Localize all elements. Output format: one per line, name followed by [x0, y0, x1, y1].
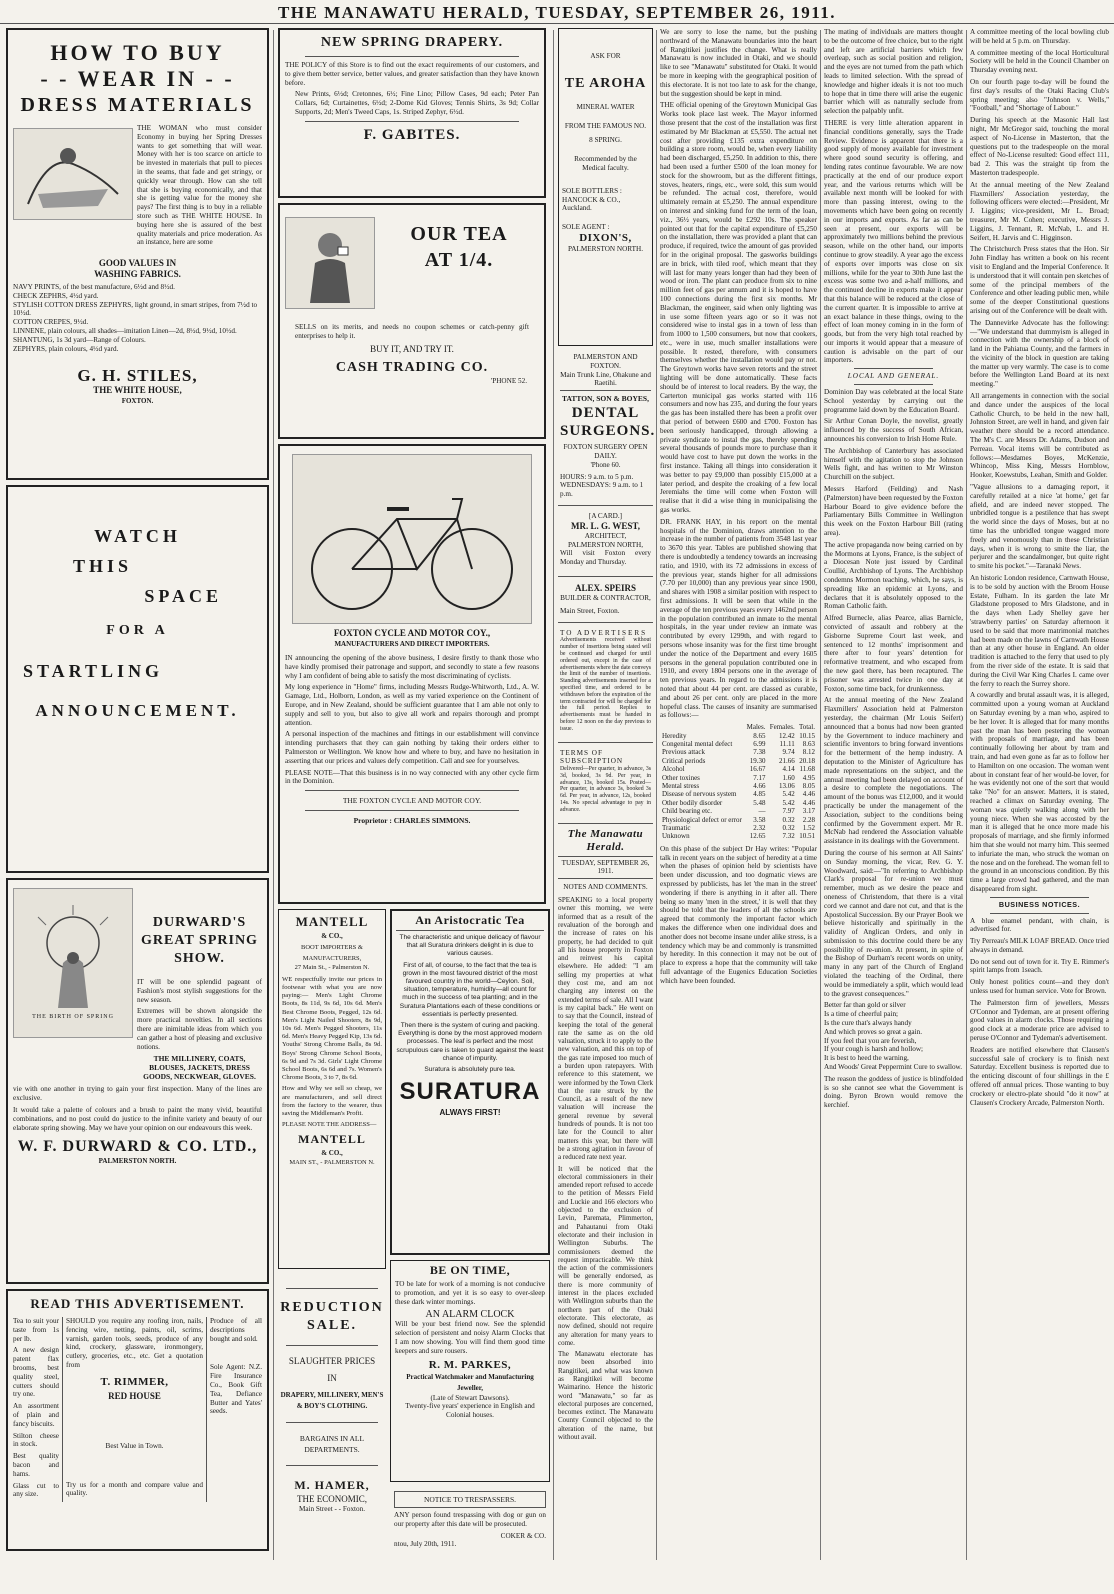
firm-town: FOXTON.: [121, 397, 154, 406]
table-row: Congenital mental defect 6.99 11.11 8.63: [662, 739, 815, 748]
article-paragraph: Sir Arthur Conan Doyle, the novelist, greatly influenced by the success of South African, announces his conversion to Irish Home Rule.: [824, 417, 963, 444]
section-heading: NOTES AND COMMENTS.: [563, 883, 648, 892]
tea-drinker-illustration: [285, 217, 375, 309]
durward-ad: [6, 878, 269, 1284]
column-rule: [553, 30, 554, 1560]
firm-name: MANTELL: [295, 914, 369, 929]
article-paragraph: An historic London residence, Carnwath House, is to be sold by auction with the Broom House Estate, Fulham. In its garden the late Mr Gladstone proposed to Mrs Gladstone, and in the days when Lady Shelley gave her 'strawberry parties' on Saturday afternoon it used to be said that more matrimonial matches had been made on the lawns of Carnwath House than at any other house in England. An older tradition is attached to the ferry that used to ply from the river side of the estate. It is said that during the Civil War King Charles I. came over the ferry to reach the Surrey shore.: [970, 574, 1109, 688]
article-paragraph: During his speech at the Masonic Hall last night, Mr McGregor said, touching the moral aspect of No-License in Masterton, that the questions put to the tradespeople on the moral effect of No-License resulted: Good effect 111, bad 2. This was the straight tip from the Masterton tradespeople.: [970, 116, 1109, 177]
article-paragraph: We are sorry to lose the name, but the pushing northward of the Manawatu boundaries into the heart of Rangitikei justifies the change. What is really Manawatu is now included in Otaki, and we should like to see "Manawatu" substituted for Otaki. It would be more in keeping with the geographical position of this electorate. It is not too late to ask for the change, but the suggestion should be kept in mind.: [660, 28, 817, 98]
ad-title: BE ON TIME,: [429, 1263, 511, 1277]
ad-body: PLEASE NOTE—That this business is in no way connected with any other cycle firm in the Dominion.: [285, 768, 539, 786]
ad-body: Recommended by the Medical faculty.: [574, 155, 637, 172]
rimmer-right-list: [210, 1317, 262, 1502]
ad-subtitle: FROM THE FAMOUS NO.: [564, 121, 647, 130]
watch-text: STARTLING: [23, 661, 164, 681]
business-notice: Try Perreau's MILK LOAF BREAD. Once tried always in demand.: [970, 937, 1109, 954]
article-paragraph: The Dannevirke Advocate has the following:—"We understand that dummyism is alleged in connection with the ownership of a block of land in the Pahiatua County, and the farmers in the vicinity of the block in question are taking the matter up very warmly. The case is to come before the Wellington Land Board at its next meeting.": [970, 318, 1109, 389]
firm-suffix: & CO.,: [321, 932, 343, 940]
ad-tagline: ALWAYS FIRST!: [439, 1108, 501, 1118]
speirs-card: [558, 581, 653, 618]
ad-title: FOXTON CYCLE AND MOTOR COY.,: [333, 628, 491, 638]
ad-subtitle: IN: [327, 1373, 337, 1383]
firm-note: (Late of Stewart Dawsons).: [430, 1393, 510, 1402]
subscription-notice: [558, 747, 653, 819]
rimmer-ad: [6, 1289, 269, 1551]
ad-title: SALE.: [306, 1318, 358, 1333]
ad-body: Try us for a month and compare value and quality.: [66, 1480, 203, 1498]
parkes-ad: [390, 1260, 550, 1482]
table-row: Mental stress 4.66 13.06 8.05: [662, 782, 815, 790]
table-row: Other bodily disorder 5.48 5.42 4.46: [662, 798, 815, 807]
firm-name: COKER & CO.: [500, 1531, 546, 1540]
table-row: Disease of nervous system 4.85 5.42 4.46: [662, 790, 815, 799]
address: Main Street, Foxton.: [560, 606, 620, 615]
article-paragraph: "Vague allusions to a damaging report, it carefully retailed at a nice 'at home,' get far afield, and are indeed never stopped. The unbridled tongue is a pestilence that has swept the world since the days of Moses, but at no time has the unbridled tongue wagged more freely and venomously than in these Christian days, when it is wrong to smite the liar, the perjurer and the scandalmonger, but quite right to smite his pocket."—Taranaki News.: [970, 483, 1109, 571]
table-header: Females.: [769, 723, 795, 732]
table-row: Physiological defect or error 3.58 0.32 2.28: [662, 815, 815, 824]
phone-number: 'PHONE 52.: [490, 376, 527, 385]
article-paragraph: All arrangements in connection with the social and dance under the auspices of the local Catholic Church, to be held in the new hall, Johnston Street, are well in hand, and given fair weather there should be a record attendance. The M's C. are Messrs Dr. Adams, Dudson and Perreau. Vocal items will be contributed as follows:—Mesdames Boyes, McKenzie, Whincop, Miss King, Messrs Hornblow, Hooker, Koewstubs, Leahan, Smith and Golder.: [970, 392, 1109, 480]
article-paragraph: At the annual meeting of the New Zealand Flaxmillers' Association held at Palmerston yesterday, the chairman (Mr Louis Seifert) announced that a bonus had now been granted by the Government to induce machinery and scientific inventors to bring forward inventions for the betterment of the hemp industry. A deputation to the Minister of Agriculture has made representations on the subject, and the annual meeting had been delayed on account of a desire to complete the negotiations. The amount of the bonus was £12,000, and it would practically be under the management of the Association, subject to the conditions being confirmed by the Government expert. Mr R. McNab had rendered the Association valuable assistance in its dealings with the Government.: [824, 696, 963, 846]
list-item: LINNENE, plain colours, all shades—imitation Linen—2d, 8½d, 9½d, 10½d.: [13, 326, 237, 335]
business-notice: Do not send out of town for it. Try E. Rimmer's spirit lamps from 1seach.: [970, 957, 1109, 975]
table-row: Unknown 12.65 7.32 10.51: [662, 832, 815, 841]
list-item: Stilton cheese in stock.: [13, 1431, 59, 1449]
article-paragraph: The Archbishop of Canterbury has associated himself with the agitation to stop the Johnson Wells fight, and has written to Mr Winston Churchill on the subject.: [824, 446, 963, 482]
ad-body: New Prints, 6½d; Cretonnes, 6½; Fine Lino; Pillow Cases, 9d each; Peter Pan Collars, 6d; Curtainettes, 6½d; 2-Dome Kid Gloves; Tennis Shirts, 3s 9d; Collar Supports, 2d; Men's Tweed Caps, 1s. Striped Zephyr, 6½d.: [295, 90, 539, 116]
ad-label: SOLE AGENT :: [562, 223, 610, 232]
list-item: Tea to suit your taste from 1s per lb.: [13, 1317, 59, 1343]
table-header: Total.: [798, 723, 815, 732]
list-item: ZEPHYRS, plain colours, 4½d yard.: [13, 344, 119, 353]
poem: Better far than gold or silver Is a time of cheerful pain; Is the cure that's always handy And which proves so great a gain. If you feel that you are feverish, If your cough is harsh and hollow; It is best to heed the warning, And Woods' Great Peppermint Cure to swallow.: [824, 1001, 963, 1072]
firm-town: PALMERSTON NORTH.: [98, 1157, 177, 1166]
editorial: [558, 828, 653, 1442]
article-paragraph: The Manawatu electorate has now been absorbed into Rangitikei, and what was known as Rangitikei will become Waimarino. Hence the historic word "Manawatu," so far as electoral purposes are concerned, becomes extinct. The Manawatu County Council objected to the alteration of the name, but without avail.: [558, 1350, 653, 1442]
column-rule: [656, 30, 657, 1560]
hamer-ad: [278, 1274, 386, 1594]
list-item: An assortment of plain and fancy biscuits.: [13, 1402, 59, 1428]
ad-subhead: GOOD VALUES IN: [98, 258, 177, 268]
ad-title: OUR TEA: [410, 223, 508, 245]
article-paragraph: On this phase of the subject Dr Hay writes: "Popular talk in recent years on the subject of heredity at a time when the phases of opinion held by scientists have been under discussion, and too dogmatic views are expressed by publicists, has let 'the man in the street' wondering if there is anything in it after all. There being so many 'men in the street,' it is well that they should be told that the leaders of all the schools are agreed that commonly the important factor which makes the difference when one individual does and another does not become insane under alike stress, is a tendency which may be and commonly is transmitted by heredity. In this connection it may not be out of place to express a hope that the community will take full advantage of the Eugenics Education Societies which have been founded.: [660, 844, 817, 985]
firm-subtitle: Practical Watchmaker and Manufacturing Jeweller,: [406, 1372, 534, 1392]
firm-name: DIXON'S,: [579, 231, 632, 244]
watch-text: ANNOUNCEMENT.: [35, 701, 240, 720]
ad-subtitle: BOOT IMPORTERS & MANUFACTURERS,: [301, 944, 363, 962]
firm-name: CASH TRADING CO.: [335, 359, 489, 375]
ad-subtitle: BARGAINS IN ALL DEPARTMENTS.: [299, 1434, 365, 1454]
article-paragraph: The Christchurch Press states that the Hon. Sir John Findlay has written a book on his recent visit to England and the Imperial Conference. It is understood that it will contain pen sketches of some of the principal members of the Conference and other leading public men, while some of the deeper Constitutional questions arising out of the Conference will be dealt with.: [970, 245, 1109, 315]
ad-body: HANCOCK & CO., Auckland.: [562, 195, 621, 213]
business-notice: Only honest politics count—and they don't unless used for human service. Vote for Brown.: [970, 978, 1109, 996]
phone-number: 'Phone 60.: [590, 460, 621, 469]
table-row: Heredity 8.65 12.42 10.15: [662, 731, 815, 740]
column-3: [558, 28, 656, 1444]
ad-body: Will visit Foxton every Monday and Thursday.: [560, 549, 651, 567]
list-item: Produce of all descriptions bought and sold.: [210, 1317, 262, 1343]
article-paragraph: The mating of individuals are matters thought to be the outcome of free choice, but to the right and left are artificial barriers which few overleap, such as social position and religion, and the eyes are not turned from the path which leads to limited selection. With the spread of knowledge and higher ideals it is not too much to hope that in time there will arise the eugenic barrier which will as naturally seclude from selection the palpably unfit.: [824, 28, 963, 116]
ad-title: - - WEAR IN - -: [40, 66, 235, 91]
ad-title: READ THIS ADVERTISEMENT.: [30, 1296, 245, 1311]
article-paragraph: Messrs Harford (Feilding) and Nash (Palmerston) have been requested by the Foxton Harbour Board to give evidence before the Parliamentary Bills Committee in Wellington this week on the Foxton Harbour Bill (rating area).: [824, 485, 963, 538]
firm-subtitle: THE WHITE HOUSE,: [93, 385, 182, 396]
ad-body: Then there is the system of curing and packing. Everything is done by the most approved modern processes. The leaf is perfect and the most scrupulous care is taken to guard against the least chance of impurity.: [396, 1022, 544, 1062]
ad-subtitle: BUILDER & CONTRACTOR,: [560, 593, 651, 602]
list-item: STYLISH COTTON DRESS ZEPHYRS, light ground, in smart stripes, from 7½d to 10½d.: [13, 300, 258, 318]
ad-title: HOW TO BUY: [50, 40, 225, 65]
list-item: Glass cut to any size.: [13, 1481, 59, 1499]
ad-title: DRESS MATERIALS: [20, 94, 255, 116]
firm-name: W. F. DURWARD & CO. LTD.,: [17, 1138, 258, 1156]
ad-note: PLEASE NOTE THE ADDRESS—: [282, 1121, 377, 1129]
watch-text: WATCH: [94, 526, 181, 546]
table-row: Traumatic 2.32 0.32 1.52: [662, 824, 815, 833]
section-heading: BUSINESS NOTICES.: [998, 899, 1081, 909]
ad-label: SOLE BOTTLERS :: [562, 186, 622, 195]
notice-title: NOTICE TO TRESPASSERS.: [394, 1491, 546, 1508]
ad-title: REDUCTION: [280, 1300, 384, 1315]
article-paragraph: A committee meeting of the local Horticultural Society will be held in the Council Chamber on Thursday evening next.: [970, 48, 1109, 75]
ad-list: THE MILLINERY, COATS, BLOUSES, JACKETS, DRESS GOODS, NECKWEAR, GLOVES.: [143, 1054, 256, 1082]
table-row: Child bearing etc. — 7.97 3.17: [662, 807, 815, 816]
newspaper-title: The Manawatu Herald.: [567, 827, 644, 853]
firm-subtitle: RED HOUSE: [108, 1390, 161, 1401]
ad-body: Best Value in Town.: [105, 1441, 164, 1450]
ad-subtitle: MANUFACTURERS AND DIRECT IMPORTERS.: [334, 640, 490, 648]
ad-title: SHOW.: [174, 951, 225, 966]
firm-name: THE FOXTON CYCLE AND MOTOR COY.: [342, 796, 482, 806]
firm-name: MR. L. G. WEST,: [571, 520, 640, 531]
article-paragraph: A cowardly and brutal assault was, it is alleged, committed upon a young woman at Auckland on Saturday evening by a man who, aspired to be her lover. It is alleged that for many months past the man has been pestering the woman with proposals of marriage, and has been continually following her about by tram and train, and had even gone as far as to follow her to Hamilton on one occasion. The woman went about in constant fear of her would-be lover, for he was evidently not one of the sort that would take "No" for an answer. Matters, it is stated, reached a climax on Saturday evening. The woman was quietly walking along with her young niece. When she was accosted by the man it is alleged that he once more made his proposals of marriage, and she firmly informed him that she would not marry him. This seemed to infuriate the man, who struck the woman on the nose and on the forehead. The woman fell to the ground in an unconscious condition. By this time a large crowd had gathered, and the man disappeared from sight.: [970, 691, 1109, 893]
ad-title: SURGEONS.: [560, 423, 656, 440]
article-paragraph: During the course of his sermon at All Saints' on Sunday morning, the vicar, Rev. G. Y. Woodward, said:—"In referring to Archbishop Clark's proposal for re-union we must remember, much as we desire the peace and oneness of Christendom, that there is a vital cord we cannot and dare not cut, and that is the Apostolical Succession. By our Prayer Book we believe historically and spiritually in the validity of Anglican Orders, and only in submission to this doctrine could there be any possibility of re-union. At present, in spite of the Bishop of Durham's recent words on unity, many in any part of the Church of England violated the teaching of the Ordinal, there would be immediately a split, which would lead to the gravest consequences.": [824, 848, 963, 998]
ad-subtitle: PALMERSTON NORTH,: [567, 540, 644, 549]
ad-body: HOURS: 9 a.m. to 5 p.m.: [560, 472, 634, 481]
firm-note: Twenty-five years' experience in English and Colonial houses.: [405, 1402, 535, 1420]
gabites-ad: [278, 28, 546, 198]
advertisers-notice: [558, 627, 653, 738]
firm-name: G. H. STILES,: [77, 366, 198, 386]
table-row: Other toxines 7.17 1.60 4.95: [662, 773, 815, 782]
article-paragraph: The active propaganda now being carried on by the Mormons at Lyons, France, is the subject of a Diocesan Note just issued by Cardinal Coullié, Archbishop of Lyons. The Archbishop condemns Mormon teaching, which, he says, is spreading like an epidemic at Lyons, and declares that it is absolutely opposed to the Roman Catholic faith.: [824, 540, 963, 611]
rimmer-center: [66, 1317, 207, 1502]
fabric-list: [13, 283, 262, 353]
ad-subhead: WASHING FABRICS.: [94, 269, 181, 279]
spring-illustration: [13, 888, 133, 1038]
masthead: THE MANAWATU HERALD, TUESDAY, SEPTEMBER 26, 1911.: [0, 0, 1114, 24]
list-item: CHECK ZEPHRS, 4½d yard.: [13, 291, 99, 300]
cycle-ad: [278, 444, 546, 904]
table-row: Critical periods 19.30 21.66 20.18: [662, 756, 815, 765]
ad-body: IN announcing the opening of the above business, I desire firstly to thank those who have kindly promised their patronage and support, and secondly to state a few reasons why I am confident of being able to satisfy the most discriminating of cyclists.: [285, 654, 539, 680]
woman-illustration: [13, 128, 133, 220]
ad-title: DURWARD'S: [152, 915, 247, 930]
ad-text: PALMERSTON AND FOXTON.: [573, 353, 638, 370]
firm-name: ALEX. SPEIRS: [574, 582, 637, 593]
ad-subtitle: DRAPERY, MILLINERY, MEN'S & BOY'S CLOTHING.: [280, 1391, 384, 1410]
watch-text: SPACE: [144, 586, 222, 606]
article-paragraph: Dominion Day was celebrated at the local State School yesterday by carrying out the programme laid down by the Education Board.: [824, 388, 963, 414]
mantell-ad: [278, 909, 386, 1269]
business-notice: The Palmerston firm of jewellers, Messrs O'Connor and Tydeman, are at present offering good values in alarm clocks. Those requiring a good clock at a moderate price are advised to peruse O'Connor and Tydeman's advertisement.: [970, 998, 1109, 1043]
ad-body: WE respectfully invite our prices in footwear with what you are now paying:— Men's Light Chrome Boots, 8s 11d, 9s 6d, 10s 6d. Men's Best Chrome Boots, Pegged, 12s 6d. Men's Light Nailed Shooters, 8s 9d, 10s 6d. Men's Pegged Shooters, 11s 6d. Men's Heavy Pegged Kip, 13s 6d. Youths' Strong Chrome Balls, 8s 9d. Boys' Strong Chrome School Boots, 6s 9d and 7s 3d. Girls' Light Chrome School Boots, 6s 6d and 7s. Women's Chrome Boots, 3 to 7, 8s 6d.: [282, 975, 382, 1082]
ad-title: NEW SPRING DRAPERY.: [320, 35, 504, 50]
ad-subtitle: 8 SPRING.: [589, 136, 622, 145]
list-item: A new design patent flax brooms, best quality steel, cutters should try one.: [13, 1346, 59, 1399]
notice-body: Delivered—Per quarter, in advance, 3s 3d, booked, 3s 9d. Per year, in advance, 13s, booked 15s. Posted—Per quarter, in advance 3s, booked 3s 6d. Per year, in advance, 12s, booked 14s. No special advantage to pay in advance.: [560, 766, 651, 813]
ad-tagline: BUY IT, AND TRY IT.: [370, 343, 454, 354]
ad-body: SHOULD you require any roofing iron, nails, fencing wire, netting, paints, oil, scrims, varnish, garden tools, seeds, produce of any kind, crockery, glassware, ironmongery, cutlery, groceries, etc., etc. Get a quotation from: [66, 1317, 203, 1369]
article-paragraph: A committee meeting of the local bowling club will be held at 5 p.m. on Thursday.: [970, 28, 1109, 45]
ad-subtitle: ARCHITECT,: [584, 531, 627, 540]
ad-body: THE POLICY of this Store is to find out the exact requirements of our customers, and to give them better service, better values, and greater satisfaction than they have known before.: [285, 61, 539, 87]
brand-name: SURATURA: [399, 1078, 541, 1106]
notice-title: TERMS OF SUBSCRIPTION: [560, 748, 624, 766]
issue-date: TUESDAY, SEPTEMBER 26, 1911.: [561, 858, 650, 876]
ad-body: The characteristic and unique delicacy of flavour that all Suratura drinkers delight in is due to various causes.: [399, 934, 541, 958]
dental-ad: [558, 351, 656, 501]
firm-subtitle: THE ECONOMIC,: [297, 1494, 367, 1504]
article-paragraph: SPEAKING to a local property owner this morning, we were informed that as a result of the revaluation of the borough and the increase of rates on his property, he had decided to quit all his house property in Foxton and reinvest his capital elsewhere. He added: "I am selling my properties at what they cost me, and am not charging any interest on the extended terms of sale. All I want is my capital back." He went on to say that the Council, instead of keeping the total of the general rate the same as on the old valuation, struck it to apply to the new valuation, and this on top of the gas rate imposed too much of a burden upon ratepayers. With reference to this statement, we were informed by the Town Clerk that the rate struck by the Council, as a result of the new valuation will increase the general revenue by several hundreds of pounds. It is not too late for the Council to alter matters this year, but there will be a strong agitation in favour of a reduced rate next year.: [558, 896, 653, 1162]
article-paragraph: Alfred Burnecle, alias Pearce, alias Barnicle, convicted of assault and robbery at the Gisborne Supreme Court last week, and sentenced to 12 months' imprisonment and there after to four years' detention for reformative treatment, and who escaped from the new gaol there, has been recaptured. The prisoner was arrested twice in one day at Foxton, some time back, for drunkenness.: [824, 614, 963, 693]
ad-body: TO be late for work of a morning is not conducive to promotion, and yet it is so easy to over-sleep these dark winter mornings.: [395, 1280, 545, 1306]
firm-town: PALMERSTON NORTH.: [567, 244, 644, 253]
article-paragraph: DR. FRANK HAY, in his report on the mental hospitals of the Dominion, draws attention to the increase in the number of patients from 3548 last year to 3670 this year. Tables are published showing that there is undoubtedly a tendency towards an increasing ratio, and 1910, with its 72 admissions in excess of the previous year, stands higher for all admissions (7.70 per 10,000) than any previous year since 1900, and shares with 1908 a similar position with respect to first admissions. It will be seen that while in the average of the ten previous years every 1462nd person in the population contributed an inmate to the mental hospitals, in the year under review an inmate was contributed by every 1299th, and with regard to persons whose insanity was for the first time brought under the notice of the Department and every 1605 persons in the general population contributed one in 1910, and every 1804 persons one in the average of ten previous years. In regard to the admissions it is noted that about 44 per cent. are classed as curable, and about 26 per cent. only are placed in the more hopeful class. The causes of insanity are summarised as follows:—: [660, 517, 817, 720]
ad-body: FOXTON SURGERY OPEN DAILY.: [563, 443, 648, 460]
firm-name: M. HAMER,: [294, 1478, 370, 1492]
firm-name: F. GABITES.: [363, 126, 461, 143]
column-2: [278, 28, 550, 1594]
watch-space-ad: [6, 485, 269, 873]
list-item: NAVY PRINTS, of the best manufacture, 6½d and 8½d.: [13, 283, 175, 291]
address: MAIN ST., - PALMERSTON N.: [289, 1159, 375, 1167]
list-item: Best quality bacon and hams.: [13, 1452, 59, 1478]
ad-body: A personal inspection of the machines and fittings in our establishment will convince intending purchasers that they can gain nothing by taking their orders either to Palmerston or Wellington. We know how and where to buy, and have no hesitation in asserting that our prices and values defy competition. Call and see for yourselves.: [285, 730, 539, 765]
business-notice: Readers are notified elsewhere that Clausen's successful sale of crockery is to finish next Saturday. Excellent business is reported due to the enticing discount of four shillings in the £ offered off annual prices. Those wanting to buy crockery or electro-plate should "do it now" at Clausen's Crockery Arcade, Palmerston North.: [970, 1045, 1109, 1107]
firm-name: MANTELL: [298, 1132, 366, 1147]
table-header: Males.: [746, 723, 766, 732]
ad-body: WEDNESDAYS: 9 a.m. to 1 p.m.: [560, 481, 644, 499]
firm-name: T. RIMMER,: [100, 1375, 169, 1388]
address: 27 Main St., - Palmerston N.: [294, 964, 370, 971]
column-rule: [966, 30, 967, 1560]
ad-subtitle: MINERAL WATER: [576, 102, 635, 111]
ad-body: First of all, of course, to the fact that the tea is grown in the most favoured district of the most favoured country in the world—Ceylon. Soil, situation, temperature, humidity—all count for much in the success of tea planting; and in the Suratura Plantations each of these conditions or essentials is perfectly presented.: [399, 961, 541, 1018]
ad-subtitle: SLAUGHTER PRICES: [288, 1356, 376, 1366]
notice-date: ntou, July 20th, 1911.: [394, 1540, 457, 1549]
firm-name: R. M. PARKES,: [428, 1358, 512, 1371]
bicycle-illustration: [292, 454, 532, 624]
ad-title: TE AROHA: [564, 75, 647, 91]
rimmer-left-list: [13, 1317, 63, 1502]
ad-body: How and Why we sell so cheap, we are manufacturers, and sell direct from the factory to the wearer, thus saving the Middleman's Profit.: [282, 1085, 382, 1118]
notice-body: ANY person found trespassing with dog or gun on our property after this date will be prosecuted.: [394, 1511, 546, 1528]
column-rule: [273, 30, 274, 1560]
ad-body: Extremes will be shown alongside the more practical novelties. In all sections there are inimitable ideas from which you can gather a host of pleasing and exclusive notions.: [137, 1007, 262, 1051]
ad-title: GREAT SPRING: [141, 933, 258, 948]
cash-trading-ad: [278, 203, 546, 439]
table-row: Alcohol 16.67 4.14 11.68: [662, 765, 815, 774]
ad-text: ASK FOR: [590, 52, 621, 60]
notice-body: Advertisements received without number of insertions being stated will be continued and charged for until ordered out, except in the case of advertisements where the date conveys the limit of the number of insertions. Standing advertisements inserted for a specified time, and ordered to be withdrawn before the expiration of the term contracted for will be charged for the full period. Replies to advertisements must be handed in before 12 noon on the day previous to issue.: [560, 637, 651, 732]
ad-text: [A CARD.]: [588, 511, 623, 520]
list-item: Sole Agent: N.Z. Fire Insurance Co., Book Gift Tea, Defiance Butter and Yates' seeds.: [210, 1363, 262, 1416]
firm-suffix: & CO.,: [321, 1149, 343, 1158]
ad-body: It would take a palette of colours and a brush to paint the many vivid, beautiful combinations, and no post could do justice to the infinite variety and beauty of our elaborate spring showing. May we have your opinion on our endeavours this week.: [13, 1105, 262, 1132]
te-aroha-ad: [558, 28, 653, 346]
article-paragraph: THERE is very little alteration apparent in financial conditions generally, says the Trade Review. Evidence is apparent that there is a good supply of money available for investment where good sound security is offering, and lending rates continue favourable. We are now practically at the end of our produce export year, and the various returns which will be available next month will be looked for with more than passing interest, owing to the movements which have been going on recently in our imports and exports. As far as can be seen at present, our exports will be approximately two millions behind the previous season, while on the other hand, our imports continue to grow steadily. A year ago the excess of exports over imports was close on six millions, while for the year to 30th June last the excess was some two and a-half millions, and the continued decline in exports make it appear that this balance will be reduced at the close of the current quarter. It is impossible to arrive at an exact balance in these things, owing to the effect of loan money coming in in the form of goods, but from the very high total reached by our imports it would appear that a measure of caution is advisable on the part of our importers.: [824, 118, 963, 365]
suratura-ad: [390, 909, 550, 1255]
table-row: Previous attack 7.38 9.74 8.12: [662, 748, 815, 757]
ad-title: An Aristocratic Tea: [415, 913, 525, 927]
west-card: [558, 510, 653, 572]
column-4: [660, 28, 817, 1558]
column-6: [970, 28, 1109, 1558]
article-paragraph: At the annual meeting of the New Zealand Flaxmillers' Association yesterday, the following officers were elected:—President, Mr J. Liggins; vice-president, Mr L. Broad; treasurer, Mr M. Cohen; executive, Messrs J. Liggins, J. Tennant, R. McNab, L. and H. Seifert, H. Jarvis and C. Higginson.: [970, 180, 1109, 242]
ad-body: vie with one another in trying to gain your first inspection. Many of the lines are exclusive.: [13, 1085, 262, 1103]
list-item: COTTON CREPES, 9½d.: [13, 318, 89, 327]
trespass-notice: [390, 1487, 550, 1553]
ad-title: AT 1/4.: [424, 249, 494, 271]
column-rule: [820, 30, 821, 1560]
firm-name: TATTON, SON & BOYES,: [562, 394, 649, 404]
list-item: SHANTUNG, 1s 3d yard—Range of Colours.: [13, 335, 146, 344]
column-5: [824, 28, 963, 1558]
proprietor: Proprietor : CHARLES SIMMONS.: [353, 816, 471, 826]
illustration-caption: THE BIRTH OF SPRING: [32, 1014, 114, 1021]
article-paragraph: It will be noticed that the electoral commissioners in their amended report refused to accede to the petition of Messrs Field and Luckie and 166 electors who objected to the exclusion of Levin, Paremata, Plimmerton, and Pahautanui from Otaki electorate and their inclusion in Wellington Suburbs. The commissioners deemed the request impracticable. We think the action of the commissioners will be generally endorsed, as there is more community of interest in the places excluded with Wellington suburbs than the northern part of the Otaki electorate. This electorate, as now defined, should not require any alteration for many years to come.: [558, 1164, 653, 1347]
ad-body: Suratura is absolutely pure tea.: [424, 1066, 516, 1074]
article-paragraph: On our fourth page to-day will be found the first day's results of the Otaki Racing Club's spring meeting; also "Johnson v. Wells," "Football," and "Shortage of Labour.": [970, 77, 1109, 113]
article-paragraph: The reason the goddess of justice is blindfolded is so she cannot see what the Government is doing. Byron Brown would remove the kerchief.: [824, 1074, 963, 1110]
ad-body: Will be your best friend now. See the splendid selection of persistent and noisy Alarm Clocks that I am now showing. You will find them good time keepers and sure rousers.: [395, 1320, 545, 1355]
ad-body: THE WOMAN who must consider Economy in buying her Spring Dresses wants to get something that will wear. Money with her is too scarce on article to be invested in materials that pull to pieces in the seams, that fade and get stringy, or quickly wear through. How can she tell that she is buying economically, and that she is getting value for the money she pays? The first thing is to buy in a reliable store such as THE WHITE HOUSE. In buying here she is assured of the best quality materials and price moderation. As an instance, here are some: [137, 124, 262, 247]
ad-body: IT will be one splendid pageant of Fashion's most stylish suggestions for the new season.: [137, 978, 262, 1004]
ad-body: SELLS on its merits, and needs no coupon schemes or catch-penny gift enterprises to help it.: [295, 323, 529, 340]
watch-text: FOR A: [106, 623, 169, 638]
business-notice: A blue enamel pendant, with chain, is advertised for.: [970, 916, 1109, 934]
ad-title: DENTAL: [571, 405, 640, 422]
article-paragraph: THE official opening of the Greytown Municipal Gas Works took place last week. The Mayor informed those present that the cost of the installation was first estimated by Mr Blackman at £5,550. The actual net cost after providing £135 extra expenditure on building a store room, would be, when every liability had been discharged, £5,250. In addition to this, there had been used a further £500 of the loan money for stock for the showroom, but as the different fittings, stoves, heaters, rings, etc., were sold, this sum would be refunded. The actual cost, therefore, would ultimately remain at £5,250. The annual expenditure on interest and sinking fund for the term of the loan, viz., 36½ years, would be £292 10s. The speaker pointed out that for the capital expenditure of £5,250 on the installation, there was provided a plant that can produce, if required, twice the amount of gas provided for in the original proposal. The gasworks buildings are in brick, with tiled roof, which meant that they will last for many years longer than had they been of wood or iron. The plant can produce from six to nine million feet of gas per annum and it is hoped to have 100 connections during the first six months. Mr Blackman, the engineer, said when only lighting was in use some fifteen years ago or so it was not considered wise to instal gas in a town of less than from 1000 to 1,500 consumers, but now that cookers, etc., were in use, much smaller installations were possible. It rested, therefore, with consumers themselves whether the installation would pay or not. The Greytown works have seven retorts and the street lighting will be done automatically. These facts should be of interest to local readers. By the way, the Carterton municipal gas works started with 116 consumers and now has 235, and during the four years the gas has been installed there has been a profit over that period of between £600 and £700. Foxton has been seriously handicapped, through allowing a private syndicate to instal the gas, thereby spending several thousands of pounds more to purchase than it would have cost to have put down the works in the first instance. Taking all things into consideration it was better to pay £9,000 than possibly £15,000 at a later period, and despite the croaking of a few local Jeremiahs the time will come when Foxton will realise that it did a wise thing in municipalising the gas works.: [660, 101, 817, 515]
notice-title: TO ADVERTISERS: [560, 628, 648, 637]
column-1: [6, 28, 269, 1556]
ad-body: My long experience in "Home" firms, including Messrs Rudge-Whitworth, Ltd., A. W. Gamage, Ltd., Holborn, London, as well as my varied experience on the Continent of Europe, and in New Zealand, should be sufficient guarantee that I am able not only to supply and sell to you, but also to give all work and repairs thorough and prompt attention.: [285, 683, 539, 727]
ad-subtitle: AN ALARM CLOCK: [425, 1309, 515, 1321]
watch-text: THIS: [73, 556, 133, 576]
how-to-buy-ad: [6, 28, 269, 480]
address: Main Street - - Foxton.: [298, 1505, 366, 1513]
insanity-causes-table: [660, 723, 817, 841]
ad-text: Main Trunk Line, Ohakune and Raetihi.: [560, 370, 651, 388]
section-heading: LOCAL AND GENERAL.: [847, 372, 940, 381]
